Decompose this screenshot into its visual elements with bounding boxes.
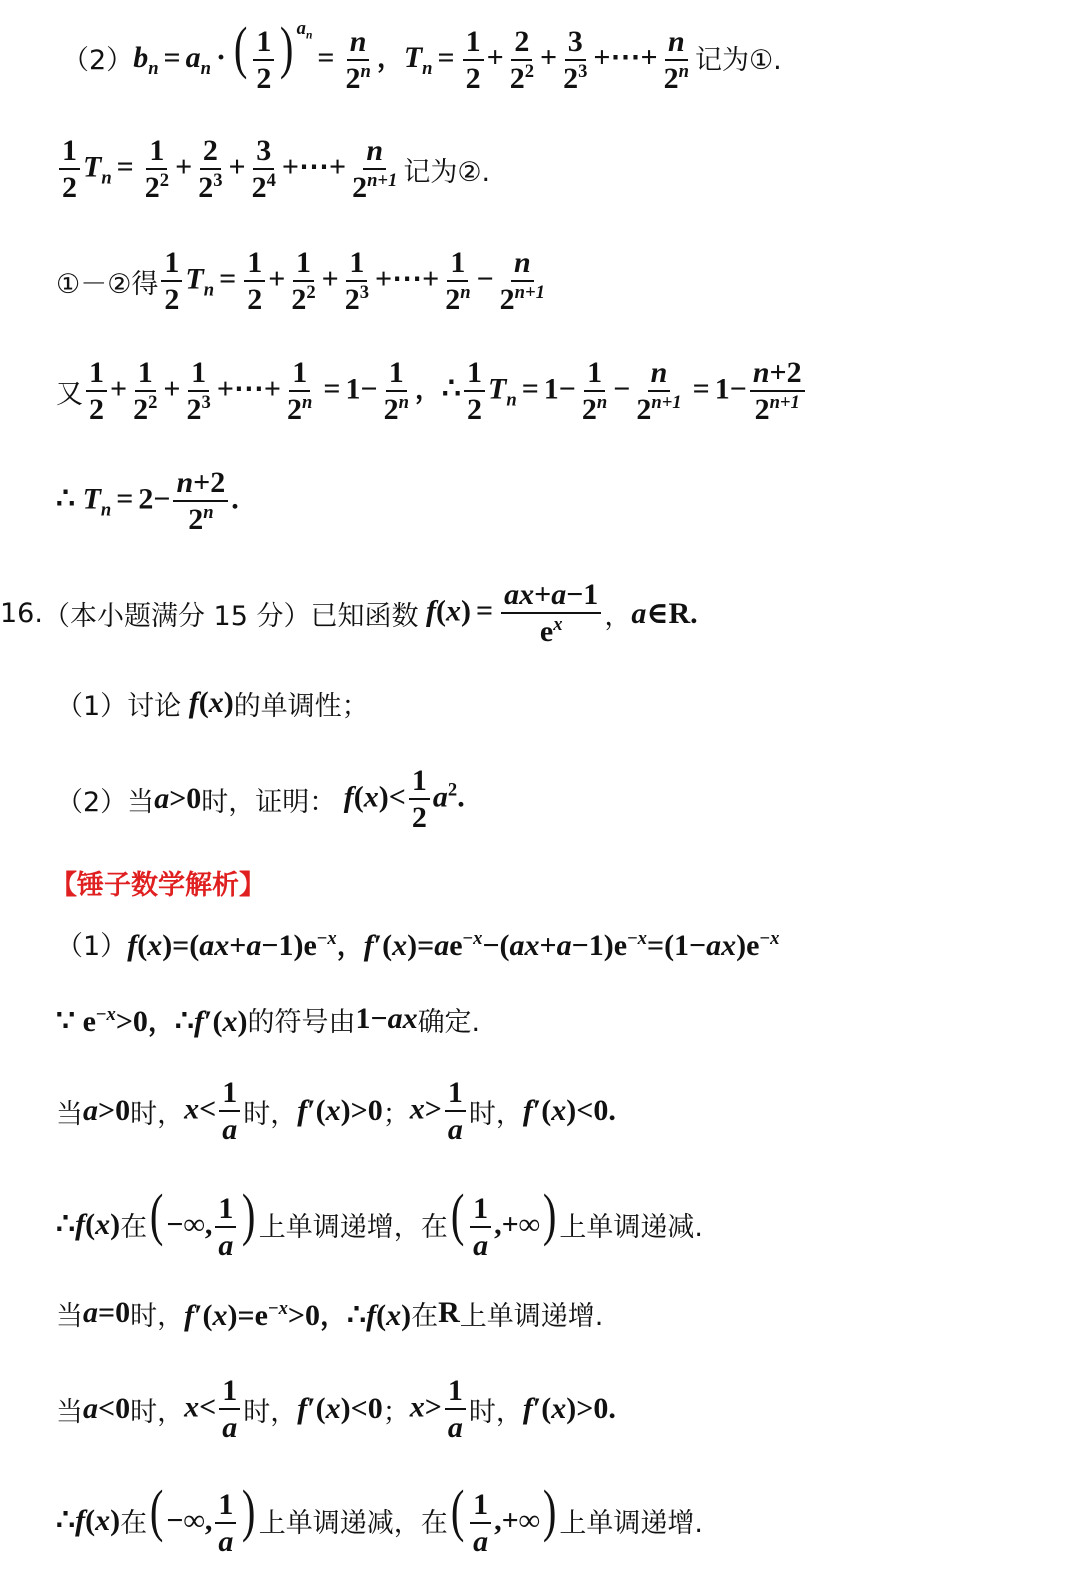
q1-tail: 的单调性； xyxy=(233,690,369,722)
comma: ， xyxy=(604,600,632,632)
again-prefix: 又 xyxy=(56,378,83,410)
formula-subtract: $\frac{1}{2}$ $T_n$ = $\frac{1}{2}$ + $\frac{1}{2^2}$ + $\frac{1}{2^3}$ +⋯+ $\frac{1}{2^n}$ − $\frac{n}{2^{n+1}}$ xyxy=(158,247,550,316)
formula-result: ∴ $T_n = 2-$ $\frac{n+2}{2^n}$ . xyxy=(56,465,239,536)
line-half-T xyxy=(56,134,490,204)
s3-c: 时， xyxy=(243,1098,298,1130)
s4-b: 上单调递增，在 xyxy=(258,1211,448,1243)
s5-cond: a=0 xyxy=(83,1296,131,1329)
subtract-prefix: ①－②得 xyxy=(56,268,159,300)
s6-x-lt: x< $\frac{1}{a}$ xyxy=(184,1375,243,1444)
note-2: 记为②. xyxy=(403,156,491,188)
sol-line-3 xyxy=(56,1076,616,1146)
s4-a: 在 xyxy=(120,1211,148,1243)
note-1: 记为①. xyxy=(694,44,782,76)
s6-x-gt: x> $\frac{1}{a}$ xyxy=(410,1375,469,1444)
line-again xyxy=(56,356,808,426)
sol-line-1 xyxy=(56,920,779,966)
s7-b: 上单调递减，在 xyxy=(258,1507,448,1539)
problem-number: 16. xyxy=(0,597,43,629)
s6-fp-pos: f′(x)>0. xyxy=(522,1392,616,1425)
q2-mid: 时，证明： xyxy=(201,786,337,818)
formula-geometric: $\frac{1}{2}$ + $\frac{1}{2^2}$ + $\frac{1}{2^3}$ +⋯+ $\frac{1}{2^n}$ = 1− $\frac{1}{2^n}$ ，∴ $\frac{1}{2}$ $T_n = 1-$ $\frac{1}{2^n}$ − $\frac{n}{2^{n+1}}$ = 1− $\frac{n+2}{2^{n+1}}$ xyxy=(83,357,808,426)
sol-line-7 xyxy=(56,1478,703,1559)
s5-a: 当 xyxy=(56,1300,83,1332)
question-2 xyxy=(56,764,465,834)
problem-16-statement xyxy=(0,578,698,648)
sol-line-5 xyxy=(56,1290,603,1336)
s3-x-gt: x> $\frac{1}{a}$ xyxy=(410,1077,469,1146)
q2-cond: a>0 xyxy=(154,782,202,815)
s6-c: 时， xyxy=(243,1396,298,1428)
s5-R: R xyxy=(438,1296,460,1329)
solution-header xyxy=(50,862,266,902)
s6-e: 时， xyxy=(468,1396,523,1428)
s6-cond: a<0 xyxy=(83,1392,131,1425)
formula-bn: $b_n = a_n$ · ( $\frac{1}{2}$ ) $^{a_n}$= $\frac{n}{2^n}$ ，$T_n$ = $\frac{1}{2}$ + $\frac{2}{2^2}$ + $\frac{3}{2^3}$ +⋯+ $\frac{n}{2^n}$ xyxy=(133,15,689,96)
s5-c: 在 xyxy=(411,1300,439,1332)
q1-formula: f(x) xyxy=(188,686,234,719)
q2-prefix: （2）当 xyxy=(56,786,155,818)
s6-b: 时， xyxy=(130,1396,185,1428)
s4-interval-1: (−∞, $\frac{1}{a}$ ) xyxy=(149,1182,256,1263)
s3-b: 时， xyxy=(130,1098,185,1130)
s4-c: 上单调递减. xyxy=(559,1211,703,1243)
s3-x-lt: x< $\frac{1}{a}$ xyxy=(184,1077,243,1146)
sol-line-2 xyxy=(56,996,480,1042)
sol-line-6 xyxy=(56,1374,616,1444)
s5-formula: $f'(x)=e^{-x}>0$，∴f(x) xyxy=(184,1297,412,1332)
s2-formula-b: 1−ax xyxy=(355,1002,418,1035)
s3-a: 当 xyxy=(56,1098,83,1130)
s7-c: 上单调递增. xyxy=(559,1507,703,1539)
question-1 xyxy=(56,680,369,726)
formula-a-in-R: a∈R. xyxy=(631,596,698,630)
s6-d: ； xyxy=(382,1396,410,1428)
s4-f: ∴f(x) xyxy=(56,1207,121,1241)
line-bn-definition xyxy=(62,15,782,96)
sol-line-4 xyxy=(56,1182,703,1263)
part-label: （2） xyxy=(62,44,134,76)
formula-f-definition: f(x) = $\frac{ax+a-1}{e^x}$ xyxy=(418,579,604,648)
s2-formula-a: ∵ $e^{-x}>0$，∴f′(x) xyxy=(56,1003,248,1038)
s1-formula: $f(x)=(ax+a-1)e^{-x}$，$f'(x)=ae^{-x}-(ax+a-1)e^{-x}=(1-ax)e^{-x}$ xyxy=(127,927,780,962)
s7-a: 在 xyxy=(120,1507,148,1539)
s3-fp-neg: f′(x)<0. xyxy=(522,1094,616,1127)
q2-formula: f(x)< $\frac{1}{2}$ $a^2$. xyxy=(343,763,465,834)
s1-label: （1） xyxy=(56,930,128,962)
s7-interval-2: ( $\frac{1}{a}$ ,+∞) xyxy=(450,1478,557,1559)
line-subtract xyxy=(56,246,551,316)
solution-title: 【锤子数学解析】 xyxy=(50,869,266,901)
s3-d: ； xyxy=(382,1098,410,1130)
s3-cond: a>0 xyxy=(83,1094,131,1127)
s2-text-b: 确定. xyxy=(417,1006,481,1038)
s5-b: 时， xyxy=(130,1300,185,1332)
s5-d: 上单调递增. xyxy=(459,1300,604,1332)
s7-f: ∴f(x) xyxy=(56,1503,121,1537)
s6-fp-neg: f′(x)<0 xyxy=(297,1392,383,1425)
s6-a: 当 xyxy=(56,1396,83,1428)
s7-interval-1: (−∞, $\frac{1}{a}$ ) xyxy=(149,1478,256,1559)
s4-interval-2: ( $\frac{1}{a}$ ,+∞) xyxy=(450,1182,557,1263)
formula-half-T: $\frac{1}{2}$ $T_n$ = $\frac{1}{2^2}$ + $\frac{2}{2^3}$ + $\frac{3}{2^4}$ +⋯+ $\frac{n}{2^{n+1}}$ xyxy=(56,135,403,204)
line-result xyxy=(56,466,239,536)
q1-prefix: （1）讨论 xyxy=(56,690,182,722)
s3-fp-pos: f′(x)>0 xyxy=(297,1094,383,1127)
s2-text-a: 的符号由 xyxy=(247,1006,356,1038)
s3-e: 时， xyxy=(468,1098,523,1130)
problem-intro: （本小题满分 15 分）已知函数 xyxy=(42,600,419,632)
